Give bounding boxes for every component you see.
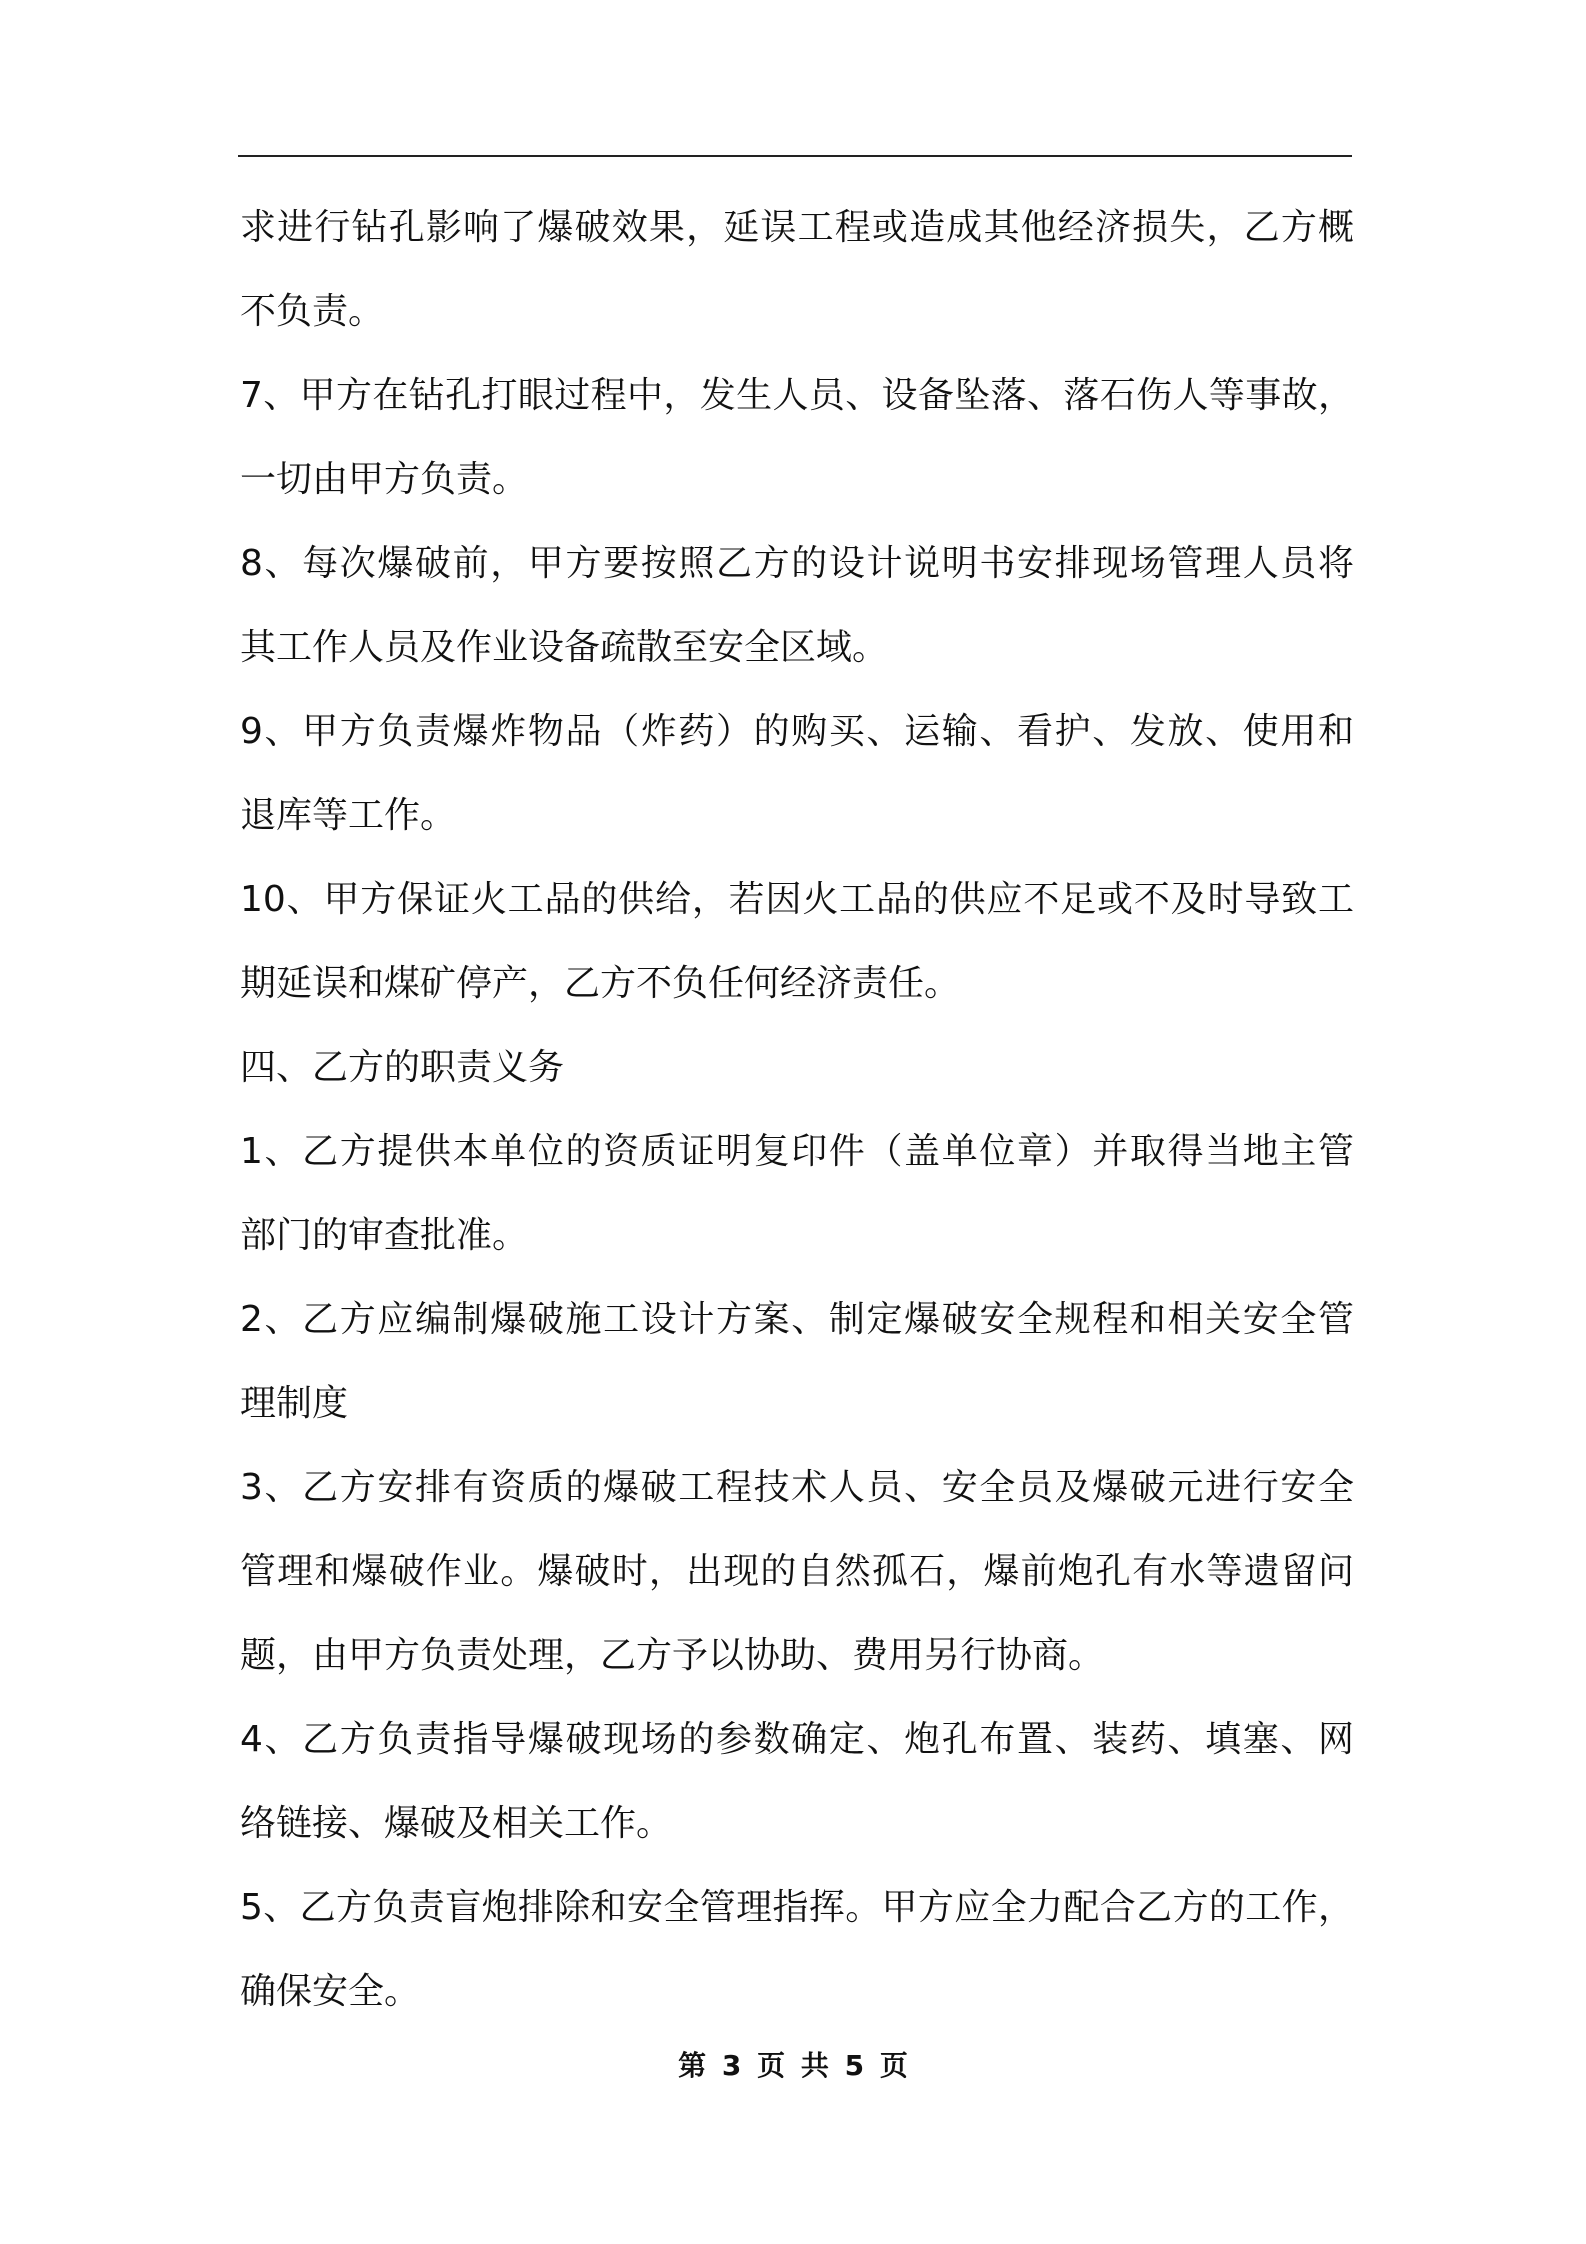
body-line: 退库等工作。 xyxy=(240,795,457,836)
body-line: 题，由甲方负责处理，乙方予以协助、费用另行协商。 xyxy=(240,1635,1105,1676)
body-line: 期延误和煤矿停产，乙方不负任何经济责任。 xyxy=(240,963,961,1004)
header-rule xyxy=(238,155,1352,157)
section-heading: 四、乙方的职责义务 xyxy=(240,1047,565,1088)
body-line: 求进行钻孔影响了爆破效果，延误工程或造成其他经济损失，乙方概 xyxy=(240,207,1354,248)
body-line: 1、乙方提供本单位的资质证明复印件（盖单位章）并取得当地主管 xyxy=(240,1131,1354,1172)
body-line: 10、甲方保证火工品的供给，若因火工品的供应不足或不及时导致工 xyxy=(240,879,1354,920)
body-line: 理制度 xyxy=(240,1383,349,1424)
page-number: 第 3 页 共 5 页 xyxy=(678,2049,908,2082)
body-line: 9、甲方负责爆炸物品（炸药）的购买、运输、看护、发放、使用和 xyxy=(240,711,1354,752)
body-line: 3、乙方安排有资质的爆破工程技术人员、安全员及爆破元进行安全 xyxy=(240,1467,1354,1508)
body-line: 络链接、爆破及相关工作。 xyxy=(240,1803,673,1844)
body-line: 不负责。 xyxy=(240,291,385,332)
body-line: 一切由甲方负责。 xyxy=(240,459,529,500)
body-line: 7、甲方在钻孔打眼过程中，发生人员、设备坠落、落石伤人等事故， xyxy=(240,375,1354,416)
body-line: 4、乙方负责指导爆破现场的参数确定、炮孔布置、装药、填塞、网 xyxy=(240,1719,1354,1760)
body-line: 5、乙方负责盲炮排除和安全管理指挥。甲方应全力配合乙方的工作， xyxy=(240,1887,1354,1928)
body-line: 部门的审查批准。 xyxy=(240,1215,529,1256)
body-line: 其工作人员及作业设备疏散至安全区域。 xyxy=(240,627,889,668)
body-line: 8、每次爆破前，甲方要按照乙方的设计说明书安排现场管理人员将 xyxy=(240,543,1354,584)
body-line: 管理和爆破作业。爆破时，出现的自然孤石，爆前炮孔有水等遗留问 xyxy=(240,1551,1354,1592)
body-line: 2、乙方应编制爆破施工设计方案、制定爆破安全规程和相关安全管 xyxy=(240,1299,1354,1340)
body-line: 确保安全。 xyxy=(240,1971,421,2012)
